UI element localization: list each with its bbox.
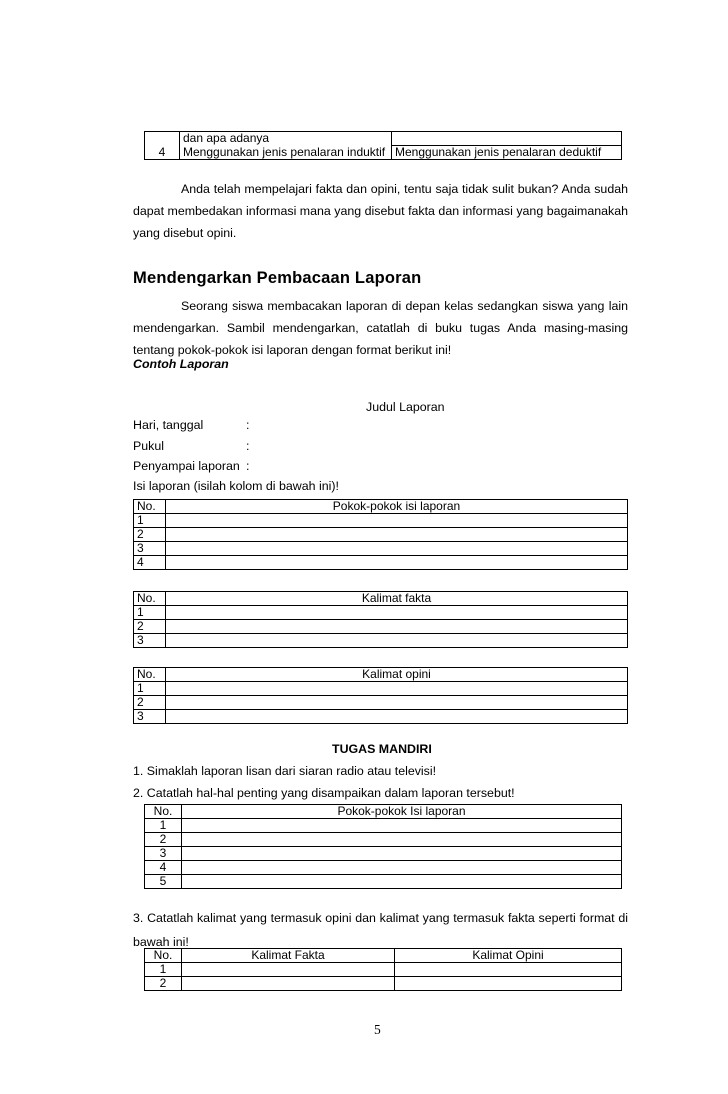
table-row [145,847,622,861]
table-row [134,696,628,710]
top-comparison-table [144,131,622,160]
table-cell: 1 [134,514,166,528]
table-header-row [134,592,628,606]
table-row [134,556,628,570]
table-row [134,620,628,634]
table-cell [182,977,395,991]
table-cell: dan apa adanya [180,132,392,146]
table-header-cell: Kalimat fakta [166,592,628,606]
table-cell: 4 [134,556,166,570]
table-header-cell: Kalimat Fakta [182,949,395,963]
table-fakta [133,591,628,648]
table-row [145,132,622,146]
table-cell [166,620,628,634]
task-text: Catatlah kalimat yang termasuk opini dan kalimat yang termasuk fakta seperti format di bawah ini! [133,911,628,949]
table-pokok [133,499,628,570]
table-row [145,977,622,991]
table-cell [166,606,628,620]
table-cell [166,696,628,710]
table-cell [182,861,622,875]
field-colon: : [246,418,250,432]
table-row [134,528,628,542]
table-cell [182,875,622,889]
table-header-cell: Kalimat opini [166,668,628,682]
table-row [145,861,622,875]
table-cell: 4 [145,146,180,160]
table-header-row [134,668,628,682]
table-row [145,875,622,889]
task-number: 1. [133,764,144,778]
table-cell [145,132,180,146]
table-header-cell: Kalimat Opini [395,949,622,963]
table-cell [395,963,622,977]
table-row [134,542,628,556]
table-task3 [144,948,622,991]
table-header-cell: No. [145,805,182,819]
table-cell [166,634,628,648]
task-item [133,906,628,954]
intro-paragraph: Anda telah mempelajari fakta dan opini, tentu saja tidak sulit bukan? Anda sudah dapat membedakan informasi mana yang disebut fakta dan informasi yang bagaimanakah yang disebut opini. [133,182,628,240]
table-task2 [144,804,622,889]
table-header-cell: No. [145,949,182,963]
field-label-time: Pukul [133,439,164,453]
field-label-presenter: Penyampai laporan [133,459,240,473]
table-header-row [145,805,622,819]
tugas-heading: TUGAS MANDIRI [332,742,432,756]
table-cell: 3 [134,710,166,724]
table-cell: 2 [134,620,166,634]
table-row [134,682,628,696]
table-cell: 2 [145,977,182,991]
table-header-cell: No. [134,592,166,606]
field-label-date: Hari, tanggal [133,418,204,432]
table-header-row [134,500,628,514]
table-row [134,710,628,724]
table-row [145,833,622,847]
table-cell [166,682,628,696]
table-row [145,819,622,833]
page-number: 5 [374,1022,381,1037]
table-cell: 2 [134,528,166,542]
table-cell [166,528,628,542]
table-cell: 1 [145,963,182,977]
table-row [145,963,622,977]
task-text: Catatlah hal-hal penting yang disampaikan dalam laporan tersebut! [146,786,515,800]
example-label: Contoh Laporan [133,357,229,371]
task-text: Simaklah laporan lisan dari siaran radio atau televisi! [146,764,437,778]
table-cell [392,132,622,146]
table-row [134,634,628,648]
table-row [134,606,628,620]
table-cell: 1 [134,606,166,620]
table-cell [166,514,628,528]
table-cell: 4 [145,861,182,875]
section-heading: Mendengarkan Pembacaan Laporan [133,269,422,287]
table-cell: 3 [134,634,166,648]
task-number: 3. [133,911,144,925]
table-header-row [145,949,622,963]
table-cell [166,710,628,724]
task-item [133,786,515,800]
section-paragraph: Seorang siswa membacakan laporan di depan kelas sedangkan siswa yang lain mendengarkan. Sambil mendengarkan, catatlah di buku tugas Anda masing-masing tentang pokok-pokok isi laporan dengan format berikut ini! [133,299,628,357]
table-cell: Menggunakan jenis penalaran induktif [180,146,392,160]
table-cell [182,833,622,847]
table-cell: 5 [145,875,182,889]
task-number: 2. [133,786,144,800]
content-instruction: Isi laporan (isilah kolom di bawah ini)! [133,479,339,493]
table-header-cell: Pokok-pokok Isi laporan [182,805,622,819]
table-cell [166,542,628,556]
table-opini [133,667,628,724]
table-cell: 2 [134,696,166,710]
table-row [134,514,628,528]
table-cell [166,556,628,570]
report-title: Judul Laporan [366,400,445,414]
table-cell [395,977,622,991]
table-header-cell: Pokok-pokok isi laporan [166,500,628,514]
table-header-cell: No. [134,668,166,682]
table-cell: 1 [145,819,182,833]
table-cell [182,847,622,861]
field-colon: : [246,439,250,453]
task-item [133,764,436,778]
table-cell: 1 [134,682,166,696]
table-cell: Menggunakan jenis penalaran deduktif [392,146,622,160]
table-header-cell: No. [134,500,166,514]
field-colon: : [246,459,250,473]
table-cell: 3 [134,542,166,556]
table-cell: 3 [145,847,182,861]
table-cell [182,963,395,977]
table-cell: 2 [145,833,182,847]
table-row [145,146,622,160]
table-cell [182,819,622,833]
